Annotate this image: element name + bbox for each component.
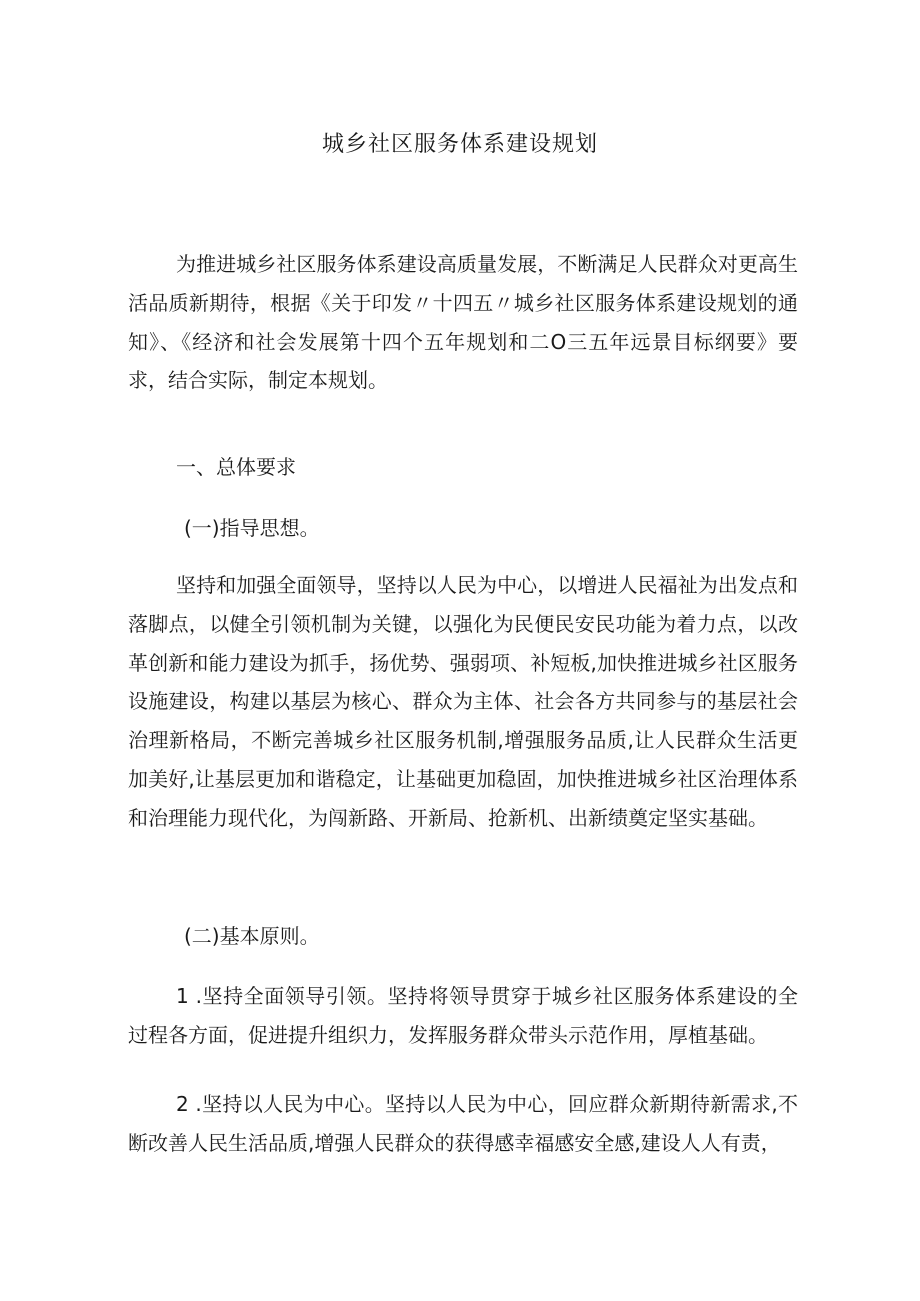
subsection-heading-guiding-ideology: (一)指导思想。 — [184, 516, 320, 540]
intro-paragraph: 为推进城乡社区服务体系建设高质量发展，不断满足人民群众对更高生活品质新期待，根据《关于印发〃十四五〃城乡社区服务体系建设规划的通知》、《经济和社会发展第十四个五年规划和二O三五年远景目标纲要》要求，结合实际，制定本规划。 — [128, 252, 798, 393]
document-title: 城乡社区服务体系建设规划 — [321, 132, 598, 157]
guiding-ideology-paragraph: 坚持和加强全面领导，坚持以人民为中心，以增进人民福祉为出发点和落脚点，以健全引领机制为关键，以强化为民便民安民功能为着力点，以改革创新和能力建设为抓手，扬优势、强弱项、补短板,加快推进城乡社区服务设施建设，构建以基层为核心、群众为主体、社会各方共同参与的基层社会治理新格局，不断完善城乡社区服务机制,增强服务品质,让人民群众生活更加美好,让基层更加和谐稳定，让基础更加稳固，加快推进城乡社区治理体系和治理能力现代化，为闯新路、开新局、抢新机、出新绩奠定坚实基础。 — [128, 573, 798, 830]
principle-2-paragraph: 2 .坚持以人民为中心。坚持以人民为中心，回应群众新期待新需求,不断改善人民生活品质,增强人民群众的获得感幸福感安全感,建设人人有责， — [128, 1092, 798, 1155]
principle-1-paragraph: 1 .坚持全面领导引领。坚持将领导贯穿于城乡社区服务体系建设的全过程各方面，促进提升组织力，发挥服务群众带头示范作用，厚植基础。 — [128, 984, 798, 1047]
section-heading-general-requirements: 一、总体要求 — [176, 455, 296, 479]
subsection-heading-basic-principles: (二)基本原则。 — [184, 924, 320, 948]
